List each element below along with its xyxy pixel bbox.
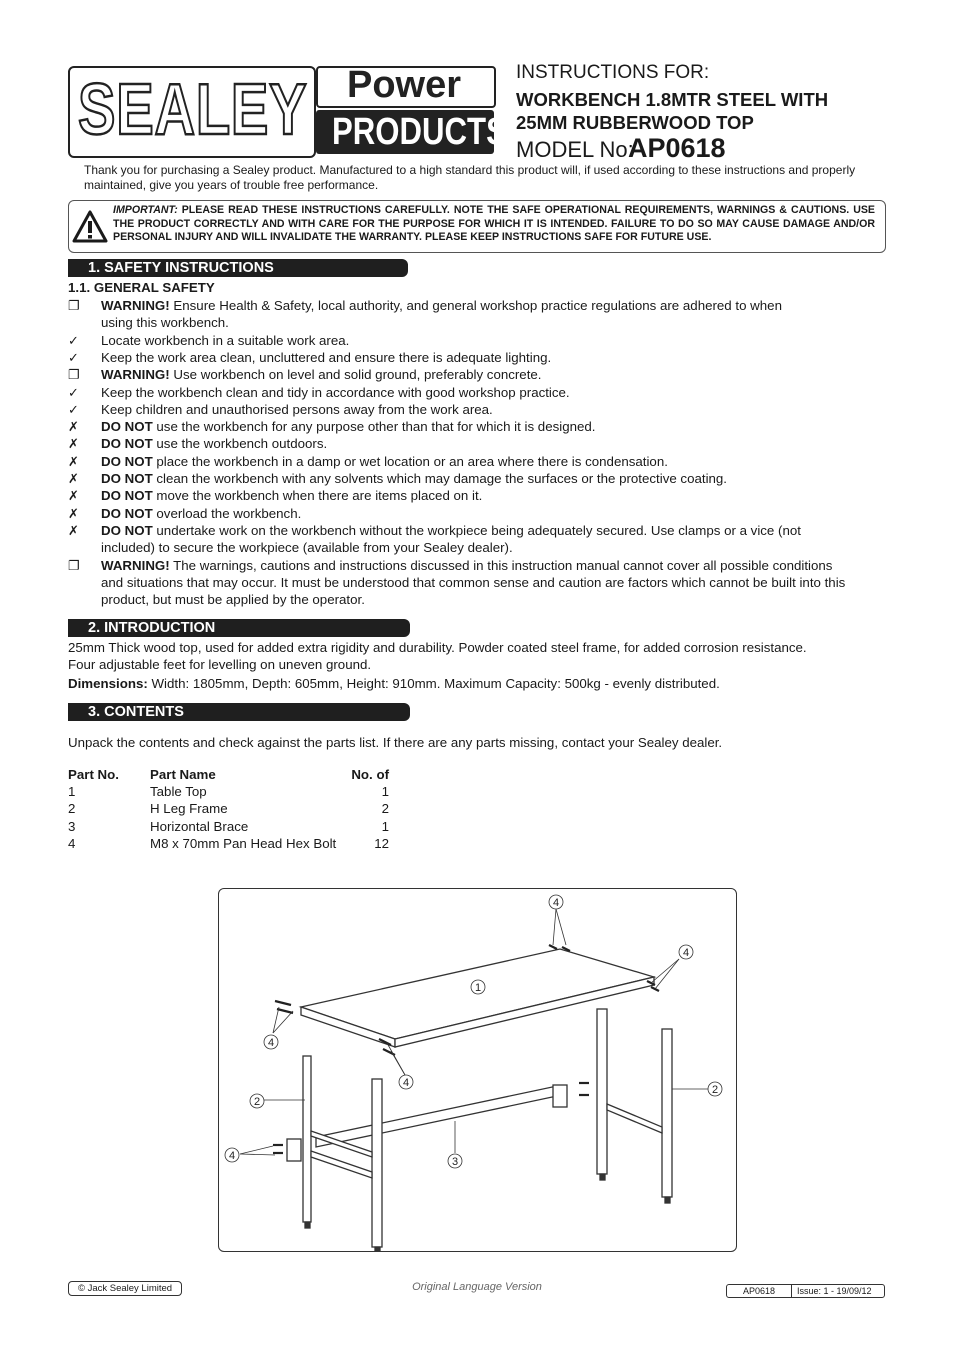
- safety-item-symbol: ✗: [68, 505, 79, 521]
- foot: [305, 1222, 310, 1228]
- safety-item-text: Keep the workbench clean and tidy in accordance with good workshop practice.: [101, 384, 570, 400]
- safety-item-text: The warnings, cautions and instructions discussed in this instruction manual cannot cover all possible conditions: [169, 557, 833, 573]
- callout-1: 1: [474, 982, 482, 994]
- part-qty: 1: [381, 818, 389, 834]
- safety-item: [101, 418, 595, 435]
- section1-subtitle: 1.1. GENERAL SAFETY: [68, 280, 215, 295]
- part-number: 4: [68, 835, 76, 851]
- safety-item-symbol: ❐: [68, 367, 80, 383]
- safety-item-text: clean the workbench with any solvents which may damage the surfaces or the protective coating.: [152, 471, 728, 486]
- right-bracket: [553, 1085, 567, 1107]
- safety-item-symbol: ✗: [68, 471, 79, 486]
- logo-power-text: Power: [346, 64, 462, 106]
- safety-item-keyword: WARNING!: [101, 298, 170, 313]
- safety-item-symbol: ✗: [68, 419, 79, 435]
- part-qty: 12: [374, 835, 389, 851]
- safety-item-symbol: ✓: [68, 384, 79, 400]
- thank-you-text: Thank you for purchasing a Sealey product. Manufactured to a high standard this product will, if used according to these instructions and properly maintained, give you years of trouble free performance.: [84, 163, 856, 192]
- foot: [665, 1197, 670, 1203]
- safety-item-symbol: ✗: [68, 522, 79, 538]
- footer-model: AP0618: [727, 1285, 792, 1297]
- important-lead: IMPORTANT:: [113, 204, 178, 216]
- safety-item-symbol: ✗: [68, 488, 79, 504]
- horizontal-brace: [316, 1086, 557, 1147]
- logo-brand-text: SEALEY: [78, 70, 308, 150]
- safety-item: [101, 470, 727, 487]
- instructions-for-label: INSTRUCTIONS FOR:: [516, 62, 710, 83]
- safety-item: [101, 384, 570, 401]
- safety-item: [101, 332, 349, 349]
- language-version-label: Original Language Version: [412, 1281, 542, 1293]
- safety-item: [101, 401, 493, 418]
- left-bracket: [287, 1139, 301, 1161]
- safety-item-continued: product, but must be applied by the operator.: [101, 592, 365, 608]
- parts-header-partname: Part Name: [150, 767, 216, 782]
- safety-item-keyword: DO NOT: [101, 505, 153, 521]
- assembly-diagram: [218, 888, 737, 1252]
- foot: [375, 1247, 380, 1251]
- safety-item: [101, 453, 668, 470]
- safety-item: [101, 435, 327, 452]
- safety-item-text: use the workbench outdoors.: [152, 436, 328, 452]
- model-label: MODEL No:: [516, 137, 634, 162]
- parts-header-partno: Part No.: [68, 767, 119, 782]
- callout-4b: 4: [682, 947, 690, 959]
- important-body: PLEASE READ THESE INSTRUCTIONS CAREFULLY. NOTE THE SAFE OPERATIONAL REQUIREMENTS, WARNINGS & CAUTIONS. USE THE PRODUCT CORRECTLY AND WITH CARE FOR THE PURPOSE FOR WHICH IT IS INTENDED. FAILURE TO DO SO MAY CAUSE DAMAGE AND/OR PERSONAL INJURY AND WILL INVALIDATE THE WARRANTY. PLEASE KEEP INSTRUCTIONS SAFE FOR FUTURE USE.: [113, 204, 875, 243]
- safety-item-text: overload the workbench.: [152, 505, 302, 521]
- section1-title: 1. SAFETY INSTRUCTIONS: [88, 260, 274, 276]
- part-name: M8 x 70mm Pan Head Hex Bolt: [150, 835, 337, 851]
- safety-item-text: Locate workbench in a suitable work area.: [101, 332, 350, 348]
- safety-item: [101, 297, 782, 314]
- part-name: Table Top: [150, 784, 207, 799]
- logo-products-text: PRODUCTS: [332, 111, 507, 153]
- safety-item-symbol: ✗: [68, 453, 79, 469]
- right-front-leg: [597, 1009, 607, 1174]
- safety-item-text: Keep children and unauthorised persons away from the work area.: [101, 401, 493, 417]
- dimensions-label: Dimensions:: [68, 676, 148, 691]
- safety-item-symbol: ✓: [68, 332, 79, 348]
- callout-2a: 2: [253, 1096, 261, 1108]
- safety-item-keyword: DO NOT: [101, 453, 153, 469]
- left-rear-leg: [303, 1056, 311, 1222]
- callout-4c: 4: [267, 1037, 275, 1049]
- safety-item-text: move the workbench when there are items placed on it.: [152, 488, 483, 504]
- safety-item-symbol: ❐: [68, 557, 80, 573]
- part-number: 3: [68, 818, 76, 834]
- warning-triangle-icon: [72, 210, 108, 244]
- dimensions-line: [68, 675, 720, 692]
- right-rear-leg: [662, 1029, 672, 1197]
- safety-item-keyword: DO NOT: [101, 436, 153, 452]
- safety-item: [101, 522, 801, 539]
- dimensions-text: Width: 1805mm, Depth: 605mm, Height: 910mm. Maximum Capacity: 500kg - evenly distributed.: [147, 676, 720, 691]
- product-title-line2: 25MM RUBBERWOOD TOP: [516, 112, 754, 133]
- callout-4d: 4: [402, 1077, 410, 1089]
- safety-item-text: use the workbench for any purpose other than that for which it is designed.: [152, 419, 596, 435]
- foot: [600, 1174, 605, 1180]
- intro-line1: 25mm Thick wood top, used for added extra rigidity and durability. Powder coated steel frame, for added corrosion resistance.: [68, 640, 807, 655]
- callout-2b: 2: [711, 1084, 719, 1096]
- workbench-exploded-view: [219, 889, 736, 1251]
- safety-item-keyword: WARNING!: [101, 367, 170, 383]
- safety-item-keyword: DO NOT: [101, 419, 153, 435]
- left-front-leg: [372, 1079, 382, 1247]
- safety-item-keyword: DO NOT: [101, 471, 153, 486]
- safety-item-text: Keep the work area clean, uncluttered and ensure there is adequate lighting.: [101, 349, 552, 365]
- safety-item-text: place the workbench in a damp or wet location or an area where there is condensation.: [152, 453, 668, 469]
- safety-item-continued: included) to secure the workpiece (available from your Sealey dealer).: [101, 540, 513, 556]
- footer-issue: Issue: 1 - 19/09/12: [797, 1286, 872, 1296]
- safety-item-continued: and situations that may occur. It must be understood that common sense and caution are factors which cannot be built into this: [101, 574, 846, 590]
- left-lower-crossbar: [311, 1151, 372, 1178]
- part-name: H Leg Frame: [150, 801, 228, 817]
- safety-item-symbol: ✗: [68, 436, 79, 452]
- safety-item-keyword: DO NOT: [101, 488, 153, 504]
- intro-line2: Four adjustable feet for levelling on uneven ground.: [68, 657, 372, 672]
- safety-item-text: undertake work on the workbench without the workpiece being adequately secured. Use clamps or a vice (not: [152, 522, 801, 538]
- product-title-line1: WORKBENCH 1.8MTR STEEL WITH: [516, 89, 829, 110]
- part-qty: 1: [381, 784, 389, 799]
- important-notice-text: [113, 204, 875, 245]
- right-crossbar: [607, 1104, 662, 1133]
- part-number: 2: [68, 801, 76, 817]
- safety-item-symbol: ✓: [68, 401, 79, 417]
- part-name: Horizontal Brace: [150, 818, 249, 834]
- safety-item: [101, 487, 482, 504]
- safety-item-text: Use workbench on level and solid ground, preferably concrete.: [169, 367, 542, 383]
- contents-text: Unpack the contents and check against the parts list. If there are any parts missing, contact your Sealey dealer.: [68, 735, 723, 750]
- safety-item-symbol: ❐: [68, 298, 80, 313]
- safety-item: [101, 557, 832, 574]
- copyright-label: © Jack Sealey Limited: [68, 1281, 182, 1296]
- safety-item-continued: using this workbench.: [101, 315, 229, 331]
- safety-item-keyword: WARNING!: [101, 557, 170, 573]
- issue-box: [726, 1284, 885, 1298]
- safety-item: [101, 366, 542, 383]
- parts-header-qty: No. of: [351, 767, 389, 782]
- part-qty: 2: [381, 801, 389, 817]
- safety-item: [101, 505, 301, 522]
- model-number: AP0618: [628, 133, 726, 163]
- section2-title: 2. INTRODUCTION: [88, 620, 216, 636]
- safety-item-keyword: DO NOT: [101, 522, 153, 538]
- safety-item: [101, 349, 551, 366]
- callout-3: 3: [451, 1156, 459, 1168]
- callout-4a: 4: [552, 897, 560, 909]
- callout-4e: 4: [228, 1150, 236, 1162]
- safety-item-symbol: ✓: [68, 349, 79, 365]
- safety-item-text: Ensure Health & Safety, local authority, and general workshop practice regulations are adhered to when: [169, 298, 782, 313]
- section3-title: 3. CONTENTS: [88, 704, 184, 720]
- part-number: 1: [68, 784, 76, 799]
